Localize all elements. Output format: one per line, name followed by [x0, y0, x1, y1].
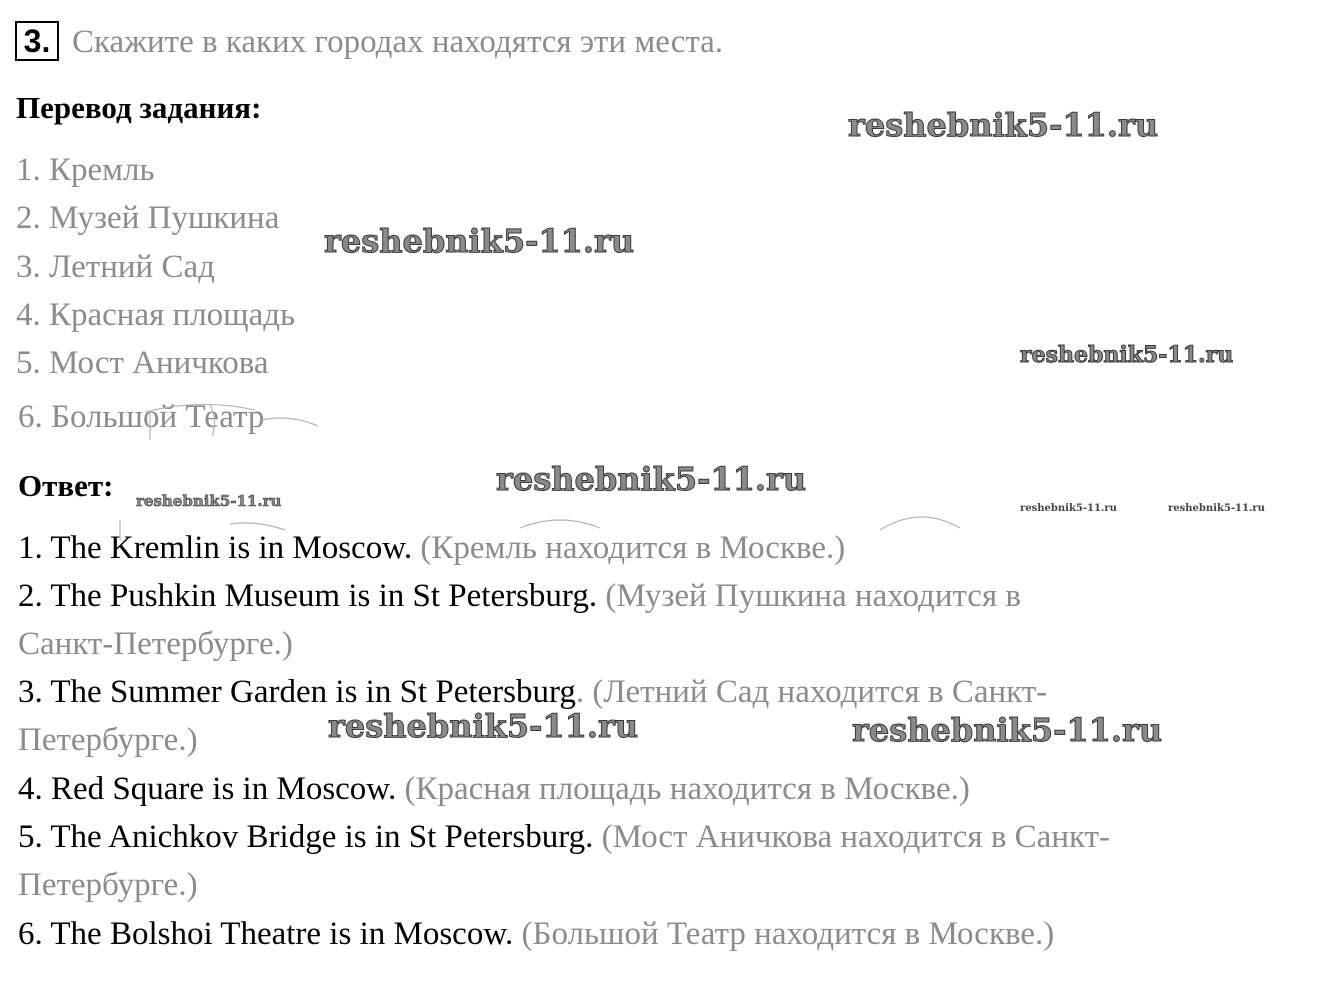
translation-item: 3. Летний Сад [16, 249, 215, 285]
scribble-mark [145, 404, 255, 412]
watermark: reshebnik5-11.ru [1020, 503, 1117, 514]
answer-english: 4. Red Square is in Moscow. [18, 771, 397, 807]
watermark: reshebnik5-11.ru [848, 106, 1159, 144]
answer-english: 5. The Anichkov Bridge is in St Petersburg. [18, 819, 594, 855]
translation-item: 5. Мост Аничкова [16, 345, 269, 381]
answer-english: 1. The Kremlin is in Moscow. [18, 530, 413, 566]
translation-heading: Перевод задания: [16, 90, 262, 125]
task-instruction: Скажите в каких городах находятся эти места. [72, 24, 724, 60]
answer-russian: . (Летний Сад находится в Санкт- [575, 674, 1048, 710]
answer-english: 3. The Summer Garden is in St Petersburg [18, 674, 576, 710]
watermark: reshebnik5-11.ru [324, 222, 635, 260]
watermark: reshebnik5-11.ru [328, 707, 639, 745]
watermark: reshebnik5-11.ru [852, 711, 1163, 749]
translation-item: 6. Большой Театр [18, 399, 265, 435]
answer-russian: (Музей Пушкина находится в [597, 578, 1021, 614]
translation-item: 2. Музей Пушкина [16, 200, 280, 236]
scribble-mark [880, 517, 960, 530]
watermark: reshebnik5-11.ru [496, 460, 807, 498]
watermark: reshebnik5-11.ru [1020, 342, 1234, 368]
watermark: reshebnik5-11.ru [1168, 503, 1265, 514]
translation-item: 1. Кремль [16, 152, 155, 188]
answer-russian: (Кремль находится в Москве.) [412, 530, 846, 566]
answer-russian: (Мост Аничкова находится в Санкт- [593, 819, 1110, 855]
translation-item: 4. Красная площадь [16, 297, 296, 333]
scribble-mark [210, 405, 215, 436]
task-number-box: 3. [15, 21, 59, 61]
scribble-mark [262, 418, 318, 426]
answer-russian: Санкт-Петербурге.) [18, 626, 293, 662]
answer-russian: (Большой Театр находится в Москве.) [513, 916, 1055, 952]
answer-english: 6. The Bolshoi Theatre is in Moscow. [18, 916, 514, 952]
scribble-mark [520, 520, 600, 528]
answer-russian: Петербурге.) [18, 867, 198, 903]
answer-russian: Петербурге.) [18, 722, 198, 758]
answer-russian: (Красная площадь находится в Москве.) [396, 771, 970, 807]
scribble-mark [230, 523, 285, 530]
watermark: reshebnik5-11.ru [136, 492, 282, 510]
answer-heading: Ответ: [18, 468, 114, 503]
answer-english: 2. The Pushkin Museum is in St Petersburg. [18, 578, 598, 614]
